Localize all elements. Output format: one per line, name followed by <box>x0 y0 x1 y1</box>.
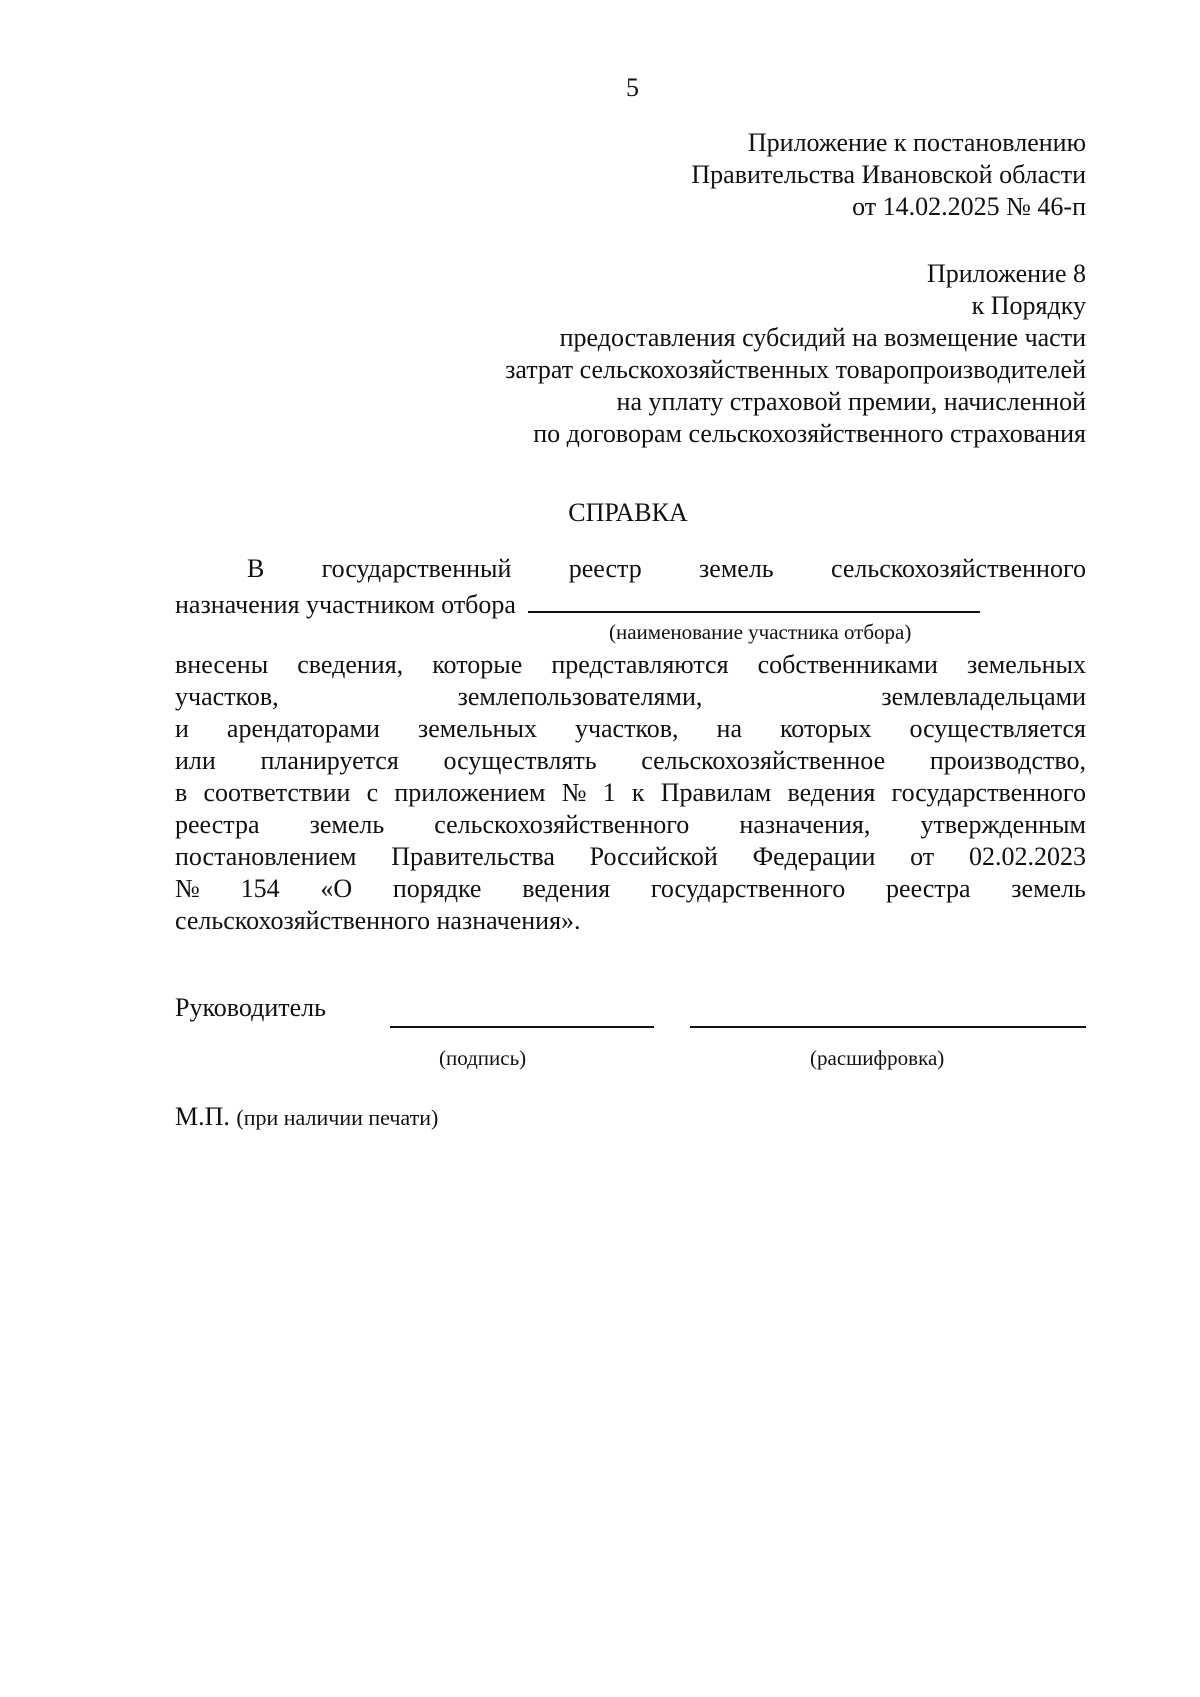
body-line <box>175 777 1086 809</box>
word: 154 <box>240 874 280 903</box>
decoding-hint: (расшифровка) <box>810 1046 945 1070</box>
body-line <box>175 649 1086 681</box>
word: и <box>175 714 189 743</box>
word: сельскохозяйственное <box>641 746 886 775</box>
body-line <box>175 745 1086 777</box>
word: осуществлять <box>443 746 597 775</box>
stamp-label: М.П. <box>175 1102 230 1131</box>
word: землепользователями, <box>457 682 703 711</box>
participant-name-blank[interactable] <box>528 585 980 613</box>
stamp-line <box>175 1101 438 1134</box>
word: арендаторами <box>226 714 380 743</box>
word: В <box>247 554 265 583</box>
word: назначения, <box>739 810 871 839</box>
word: внесены <box>175 650 269 679</box>
appendix-8-line: по договорам сельскохозяйственного страхования <box>533 419 1086 448</box>
appendix-8-line: затрат сельскохозяйственных товаропроизводителей <box>505 355 1086 384</box>
body-last-line: сельскохозяйственного назначения». <box>175 906 581 935</box>
word: собственниками <box>757 650 938 679</box>
appendix-header-line: от 14.02.2025 № 46-п <box>852 192 1086 221</box>
word: земель <box>1011 874 1086 903</box>
word: Российской <box>589 842 718 871</box>
word: 1 <box>602 778 616 807</box>
word: реестра <box>175 810 260 839</box>
signature-blank[interactable] <box>390 1026 654 1028</box>
word: которых <box>779 714 872 743</box>
word: земельных <box>417 714 537 743</box>
word: земель <box>699 554 774 583</box>
word: государственного <box>650 874 846 903</box>
word: государственный <box>321 554 512 583</box>
intro-line-1 <box>247 553 1086 585</box>
appendix-8-line: Приложение 8 <box>926 259 1086 288</box>
signatory-role: Руководитель <box>175 993 326 1022</box>
word: Правительства <box>391 842 555 871</box>
word: № <box>561 778 587 807</box>
document-title: СПРАВКА <box>568 498 688 527</box>
word: ведения <box>522 874 611 903</box>
word: в <box>175 778 188 807</box>
word: с <box>366 778 379 807</box>
appendix-8-line: предоставления субсидий на возмещение части <box>559 323 1086 352</box>
stamp-note: (при наличии печати) <box>236 1105 439 1130</box>
word: на <box>716 714 742 743</box>
appendix-header <box>691 127 1086 223</box>
word: участков, <box>574 714 679 743</box>
word: Правилам <box>660 778 772 807</box>
body-line <box>175 713 1086 745</box>
intro-line-2 <box>175 585 1086 621</box>
decoding-blank[interactable] <box>690 1026 1086 1028</box>
appendix-header-line: Приложение к постановлению <box>747 128 1086 157</box>
word: соответствии <box>203 778 351 807</box>
participant-name-hint: (наименование участника отбора) <box>609 620 912 644</box>
word: производство, <box>929 746 1086 775</box>
word: осуществляется <box>909 714 1086 743</box>
word: утвержденным <box>920 810 1086 839</box>
word: «О <box>320 874 353 903</box>
appendix-header-line: Правительства Ивановской области <box>691 160 1086 189</box>
word: государственного <box>891 778 1086 807</box>
page-number: 5 <box>626 73 639 102</box>
word: порядке <box>392 874 482 903</box>
word: Федерации <box>752 842 876 871</box>
body-line <box>175 873 1086 905</box>
word: от <box>910 842 935 871</box>
word: ведения <box>787 778 876 807</box>
word: 02.02.2023 <box>968 842 1086 871</box>
body-line <box>175 841 1086 873</box>
word: планируется <box>260 746 399 775</box>
body-line <box>175 809 1086 841</box>
word: сведения, <box>297 650 404 679</box>
word: земельных <box>966 650 1086 679</box>
signature-hint: (подпись) <box>439 1046 527 1070</box>
word: № <box>175 874 200 903</box>
appendix-8-line: к Порядку <box>971 291 1086 320</box>
appendix-8-header <box>505 258 1086 450</box>
intro-line-2-text: назначения участником отбора <box>175 590 516 619</box>
word: землевладельцами <box>881 682 1086 711</box>
appendix-8-line: на уплату страховой премии, начисленной <box>616 387 1086 416</box>
word: участков, <box>175 682 279 711</box>
word: реестра <box>886 874 971 903</box>
word: постановлением <box>175 842 357 871</box>
word: сельскохозяйственного <box>830 554 1086 583</box>
word: которые <box>432 650 523 679</box>
word: или <box>175 746 216 775</box>
body-line <box>175 681 1086 713</box>
word: к <box>631 778 645 807</box>
word: земель <box>309 810 385 839</box>
word: представляются <box>551 650 729 679</box>
word: сельскохозяйственного <box>434 810 690 839</box>
word: реестр <box>568 554 642 583</box>
word: приложением <box>394 778 546 807</box>
